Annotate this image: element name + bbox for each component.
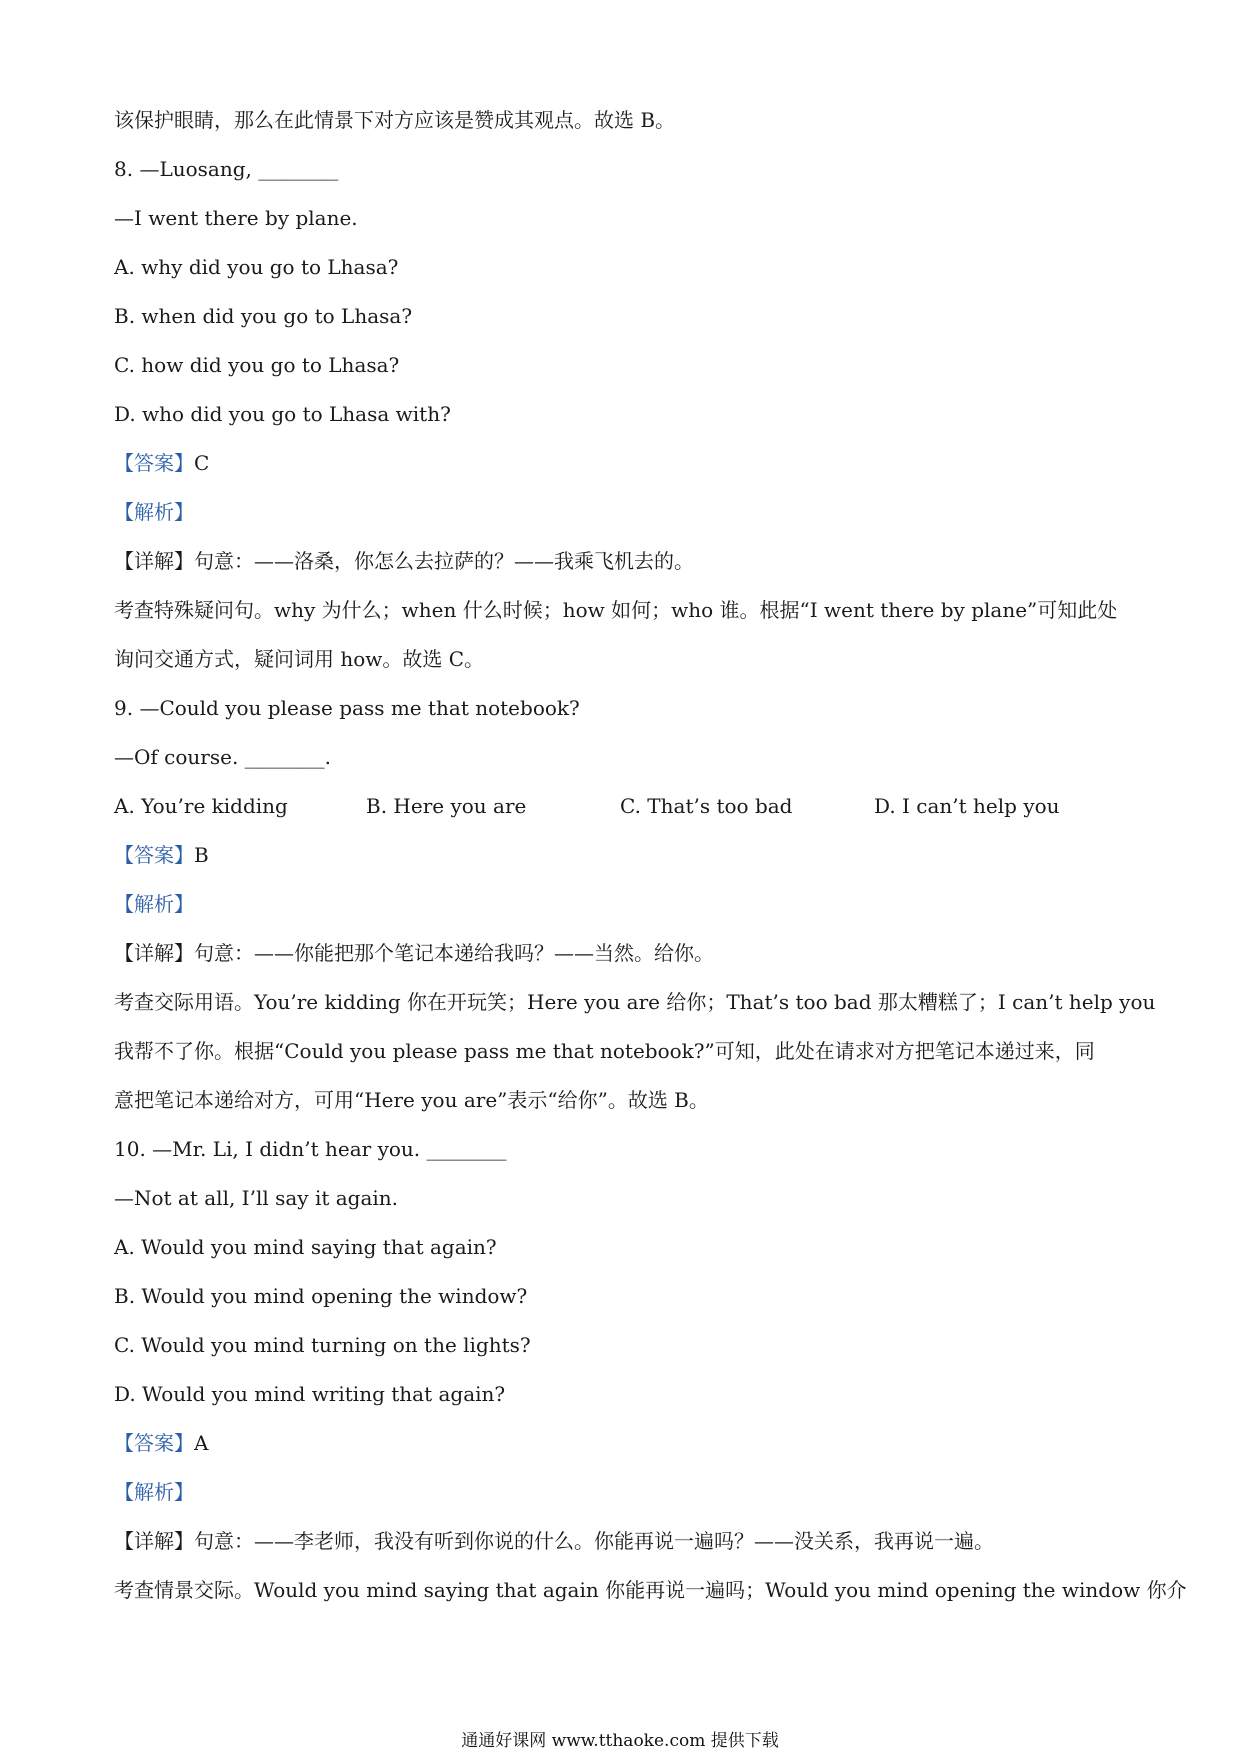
document-body (114, 96, 1187, 1615)
analysis-tag: 【解析】 (114, 500, 194, 524)
question-10: 10. —Mr. Li, I didn’t hear you. ________ (114, 1137, 507, 1161)
question-9: 9. —Could you please pass me that notebook? (114, 696, 580, 720)
detail-tag: 【详解】 (114, 549, 194, 573)
question-8-answer (114, 439, 1134, 488)
detail-tag: 【详解】 (114, 941, 194, 965)
question-10-explain-1: 考查情景交际。Would you mind saying that again 你能再说一遍吗；Would you mind opening the window 你介 (114, 1578, 1187, 1602)
question-10-reply: —Not at all, I’ll say it again. (114, 1186, 399, 1210)
question-10-option-d: D. Would you mind writing that again? (114, 1382, 506, 1406)
question-10-option-b: B. Would you mind opening the window? (114, 1284, 528, 1308)
question-9-explain-1: 考查交际用语。You’re kidding 你在开玩笑；Here you are 给你；That’s too bad 那太糟糕了；I can’t help you (114, 990, 1156, 1014)
question-10-detail (114, 1517, 1134, 1566)
analysis-tag: 【解析】 (114, 892, 194, 916)
question-10-answer (114, 1419, 1134, 1468)
analysis-tag: 【解析】 (114, 1480, 194, 1504)
detail-text: 句意：——你能把那个笔记本递给我吗？——当然。给你。 (194, 941, 714, 965)
question-9-option-c: C. That’s too bad (620, 794, 793, 818)
question-10-option-c: C. Would you mind turning on the lights? (114, 1333, 531, 1357)
question-8-explain-2: 询问交通方式，疑问词用 how。故选 C。 (114, 647, 485, 671)
question-9-option-a: A. You’re kidding (114, 794, 288, 818)
detail-text: 句意：——洛桑，你怎么去拉萨的？——我乘飞机去的。 (194, 549, 694, 573)
question-8-explain-1: 考查特殊疑问句。why 为什么；when 什么时候；how 如何；who 谁。根据“I went there by plane”可知此处 (114, 598, 1118, 622)
question-9-explain-3: 意把笔记本递给对方，可用“Here you are”表示“给你”。故选 B。 (114, 1088, 709, 1112)
answer-tag: 【答案】 (114, 843, 194, 867)
page-footer: 通通好课网 www.tthaoke.com 提供下载 (461, 1731, 779, 1751)
question-8: 8. —Luosang, ________ (114, 157, 339, 181)
question-8-reply: —I went there by plane. (114, 206, 358, 230)
question-9-explain-2: 我帮不了你。根据“Could you please pass me that notebook?”可知，此处在请求对方把笔记本递过来，同 (114, 1039, 1095, 1063)
question-8-option-b: B. when did you go to Lhasa? (114, 304, 413, 328)
question-8-analysis (114, 488, 1134, 537)
answer-tag: 【答案】 (114, 1431, 194, 1455)
answer-value: A (194, 1431, 209, 1455)
answer-tag: 【答案】 (114, 451, 194, 475)
answer-value: B (194, 843, 209, 867)
detail-text: 句意：——李老师，我没有听到你说的什么。你能再说一遍吗？——没关系，我再说一遍。 (194, 1529, 994, 1553)
text-line: 该保护眼睛，那么在此情景下对方应该是赞成其观点。故选 B。 (114, 108, 676, 132)
question-9-analysis (114, 880, 1134, 929)
question-9-reply: —Of course. ________. (114, 745, 332, 769)
question-10-analysis (114, 1468, 1134, 1517)
question-9-answer (114, 831, 1134, 880)
answer-value: C (194, 451, 210, 475)
question-8-option-c: C. how did you go to Lhasa? (114, 353, 400, 377)
question-8-option-a: A. why did you go to Lhasa? (114, 255, 399, 279)
question-9-option-b: B. Here you are (366, 794, 527, 818)
question-9-options (114, 782, 1134, 831)
question-8-option-d: D. who did you go to Lhasa with? (114, 402, 451, 426)
question-10-option-a: A. Would you mind saying that again? (114, 1235, 497, 1259)
question-9-detail (114, 929, 1134, 978)
detail-tag: 【详解】 (114, 1529, 194, 1553)
question-9-option-d: D. I can’t help you (874, 794, 1060, 818)
question-8-detail (114, 537, 1134, 586)
